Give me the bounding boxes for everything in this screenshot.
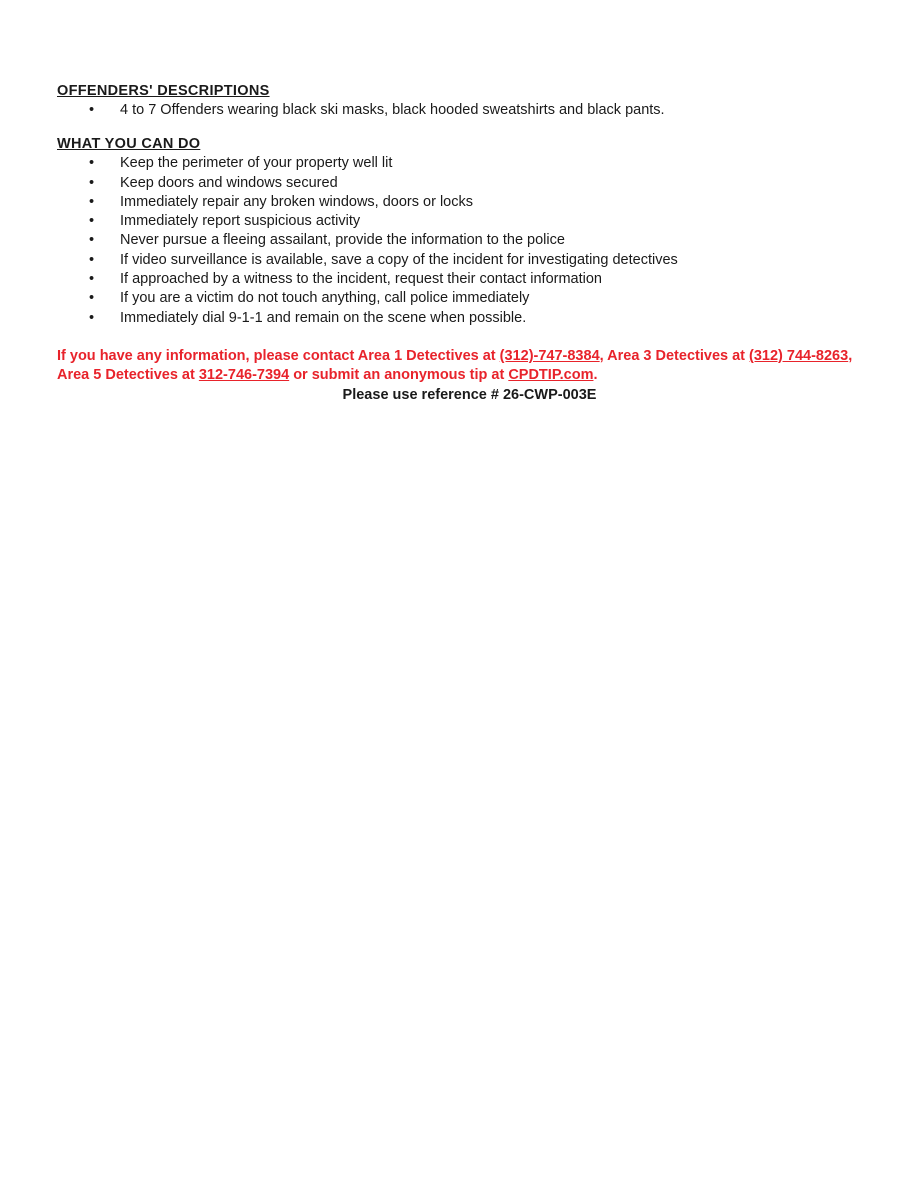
reference-number: Please use reference # 26-CWP-003E	[342, 386, 597, 403]
contact-text: or submit an anonymous tip at	[289, 367, 509, 384]
list-item-text: Never pursue a fleeing assailant, provide the information to the police	[120, 232, 565, 249]
list-item	[57, 309, 857, 328]
list-item	[57, 270, 857, 289]
list-item	[57, 174, 857, 193]
list-item-text: Immediately dial 9-1-1 and remain on the scene when possible.	[120, 309, 527, 326]
cpdtip-link[interactable]: CPDTIP.com	[508, 367, 594, 384]
bullet-icon: •	[89, 155, 95, 172]
bullet-icon: •	[89, 213, 95, 230]
bullet-icon: •	[89, 232, 95, 249]
document-page	[57, 82, 857, 405]
what-you-can-do-list	[57, 154, 857, 328]
bullet-icon: •	[89, 271, 95, 288]
list-item	[57, 154, 857, 173]
bullet-icon: •	[89, 193, 95, 210]
list-item-text: If video surveillance is available, save a copy of the incident for investigating detectives	[120, 251, 678, 268]
list-item	[57, 212, 857, 231]
list-item	[57, 101, 857, 120]
offenders-heading: OFFENDERS' DESCRIPTIONS	[57, 83, 270, 99]
bullet-icon: •	[89, 102, 95, 118]
list-item	[57, 231, 857, 250]
what-you-can-do-heading: WHAT YOU CAN DO	[57, 136, 201, 153]
phone-link-area3[interactable]: (312) 744-8263	[749, 347, 849, 364]
list-item-text: If you are a victim do not touch anything, call police immediately	[120, 290, 530, 307]
list-item	[57, 193, 857, 212]
list-item-text: If approached by a witness to the incident, request their contact information	[120, 271, 602, 288]
list-item	[57, 289, 857, 308]
bullet-icon: •	[89, 309, 95, 326]
list-item-text: Keep doors and windows secured	[120, 174, 338, 191]
phone-link-area1[interactable]: (312)-747-8384	[499, 347, 600, 364]
list-item-text: Keep the perimeter of your property well lit	[120, 155, 393, 172]
contact-text: , Area 5 Detectives at	[57, 347, 853, 384]
list-item-text: Immediately report suspicious activity	[120, 213, 361, 230]
list-item-text: 4 to 7 Offenders wearing black ski masks, black hooded sweatshirts and black pants.	[120, 102, 665, 118]
contact-text: , Area 3 Detectives at	[599, 347, 750, 364]
bullet-icon: •	[89, 251, 95, 268]
contact-paragraph	[57, 347, 857, 386]
contact-text: .	[593, 367, 598, 384]
phone-link-area5[interactable]: 312-746-7394	[198, 367, 290, 384]
list-item	[57, 251, 857, 270]
list-item-text: Immediately repair any broken windows, doors or locks	[120, 193, 473, 210]
bullet-icon: •	[89, 290, 95, 307]
bullet-icon: •	[89, 174, 95, 191]
contact-text: If you have any information, please contact Area 1 Detectives at	[57, 347, 500, 364]
offenders-list	[57, 101, 857, 120]
